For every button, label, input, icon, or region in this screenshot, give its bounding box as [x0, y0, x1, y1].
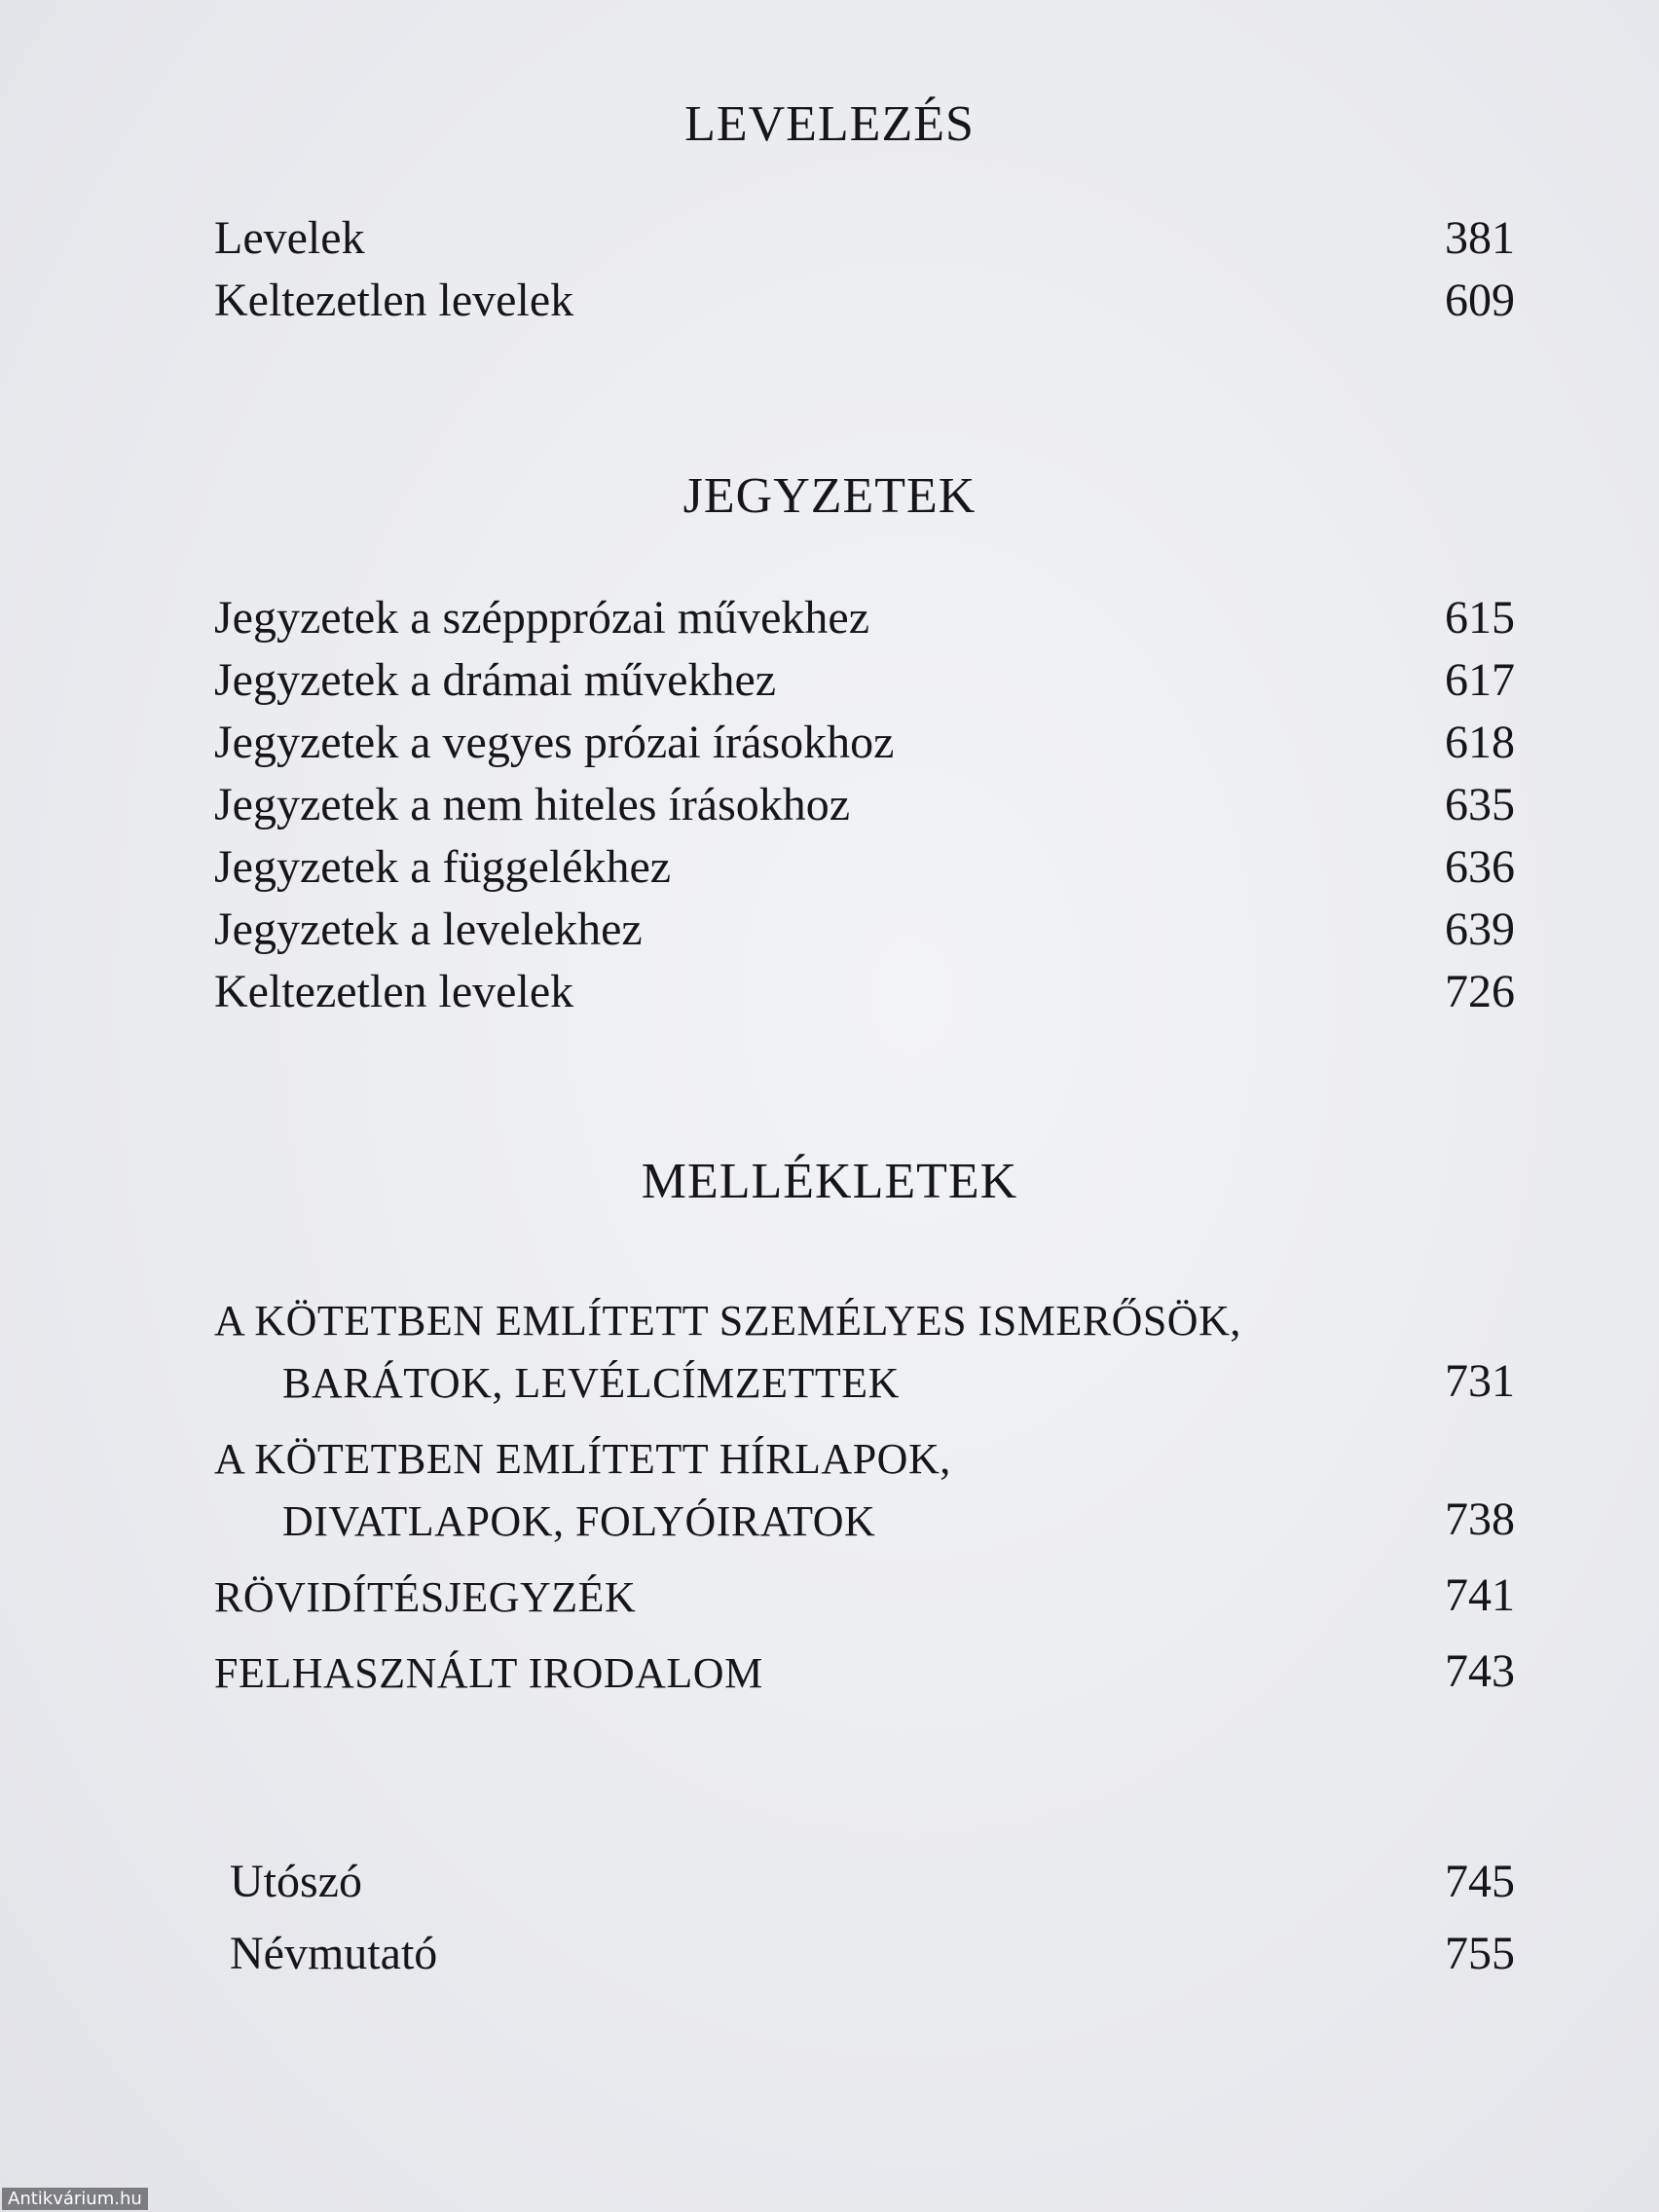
toc-entry-page: 726: [1445, 966, 1515, 1017]
toc-entry-page: 639: [1445, 903, 1515, 955]
toc-entry-page: 738: [1445, 1493, 1515, 1545]
toc-entry: [214, 645, 1515, 707]
toc-entry: [214, 831, 1515, 894]
toc-entry-page: 741: [1445, 1569, 1515, 1621]
toc-entry: [214, 707, 1515, 769]
toc-entry-label: A KÖTETBEN EMLÍTETT HÍRLAPOK,: [214, 1435, 951, 1483]
toc-entry-page: 636: [1445, 841, 1515, 893]
toc-entry: [214, 265, 1515, 327]
section-heading-mellekletek: MELLÉKLETEK: [641, 1154, 1018, 1209]
toc-entry-continued: [214, 1346, 1515, 1408]
toc-entry-label: Jegyzetek a nem hiteles írásokhoz: [214, 779, 851, 830]
section-heading-jegyzetek: JEGYZETEK: [682, 468, 977, 524]
toc-entry-label: Levelek: [214, 212, 365, 264]
toc-entry-label: RÖVIDÍTÉSJEGYZÉK: [214, 1573, 637, 1621]
toc-entry-label: Jegyzetek a drámai művekhez: [214, 654, 777, 706]
watermark: Antikvárium.hu: [2, 2188, 148, 2210]
toc-entry-label: Jegyzetek a függelékhez: [214, 841, 672, 893]
toc-entry-label-line2: BARÁTOK, LEVÉLCÍMZETTEK: [282, 1359, 900, 1407]
toc-entry: [214, 769, 1515, 831]
toc-entry-label: A KÖTETBEN EMLÍTETT SZEMÉLYES ISMERŐSÖK,: [214, 1297, 1241, 1345]
toc-entry: [214, 203, 1515, 265]
toc-entry: [214, 1421, 1515, 1484]
toc-entry: [214, 1560, 1515, 1622]
toc-entry-page: 381: [1445, 212, 1515, 264]
toc-entry-label: Keltezetlen levelek: [214, 275, 574, 326]
toc-entry-page: 618: [1445, 717, 1515, 768]
toc-entry-label: Névmutató: [230, 1928, 438, 1979]
toc-entry-page: 609: [1445, 275, 1515, 326]
toc-entry-label: Jegyzetek a széppprózai művekhez: [214, 592, 870, 644]
toc-entry: [214, 894, 1515, 956]
toc-entry-page: 743: [1445, 1645, 1515, 1697]
toc-entry-page: 635: [1445, 779, 1515, 830]
toc-entry: [214, 1636, 1515, 1698]
toc-entry-label: FELHASZNÁLT IRODALOM: [214, 1649, 763, 1697]
toc-entry-page: 745: [1445, 1856, 1515, 1907]
toc-entry: [230, 1846, 1515, 1908]
toc-entry-label: Utószó: [230, 1856, 362, 1907]
toc-entry-page: 755: [1445, 1928, 1515, 1979]
toc-entry-label: Keltezetlen levelek: [214, 966, 574, 1017]
toc-entry-label: Jegyzetek a levelekhez: [214, 903, 643, 955]
toc-entry: [214, 956, 1515, 1018]
toc-entry-label-line2: DIVATLAPOK, FOLYÓIRATOK: [282, 1497, 876, 1545]
section-heading-levelezes: LEVELEZÉS: [684, 96, 975, 152]
toc-entry-page: 615: [1445, 592, 1515, 644]
toc-entry-page: 731: [1445, 1355, 1515, 1407]
toc-entry: [230, 1918, 1515, 1980]
toc-entry-page: 617: [1445, 654, 1515, 706]
toc-entry: [214, 1283, 1515, 1346]
toc-entry-continued: [214, 1484, 1515, 1546]
toc-entry: [214, 582, 1515, 645]
toc-entry-label: Jegyzetek a vegyes prózai írásokhoz: [214, 717, 895, 768]
